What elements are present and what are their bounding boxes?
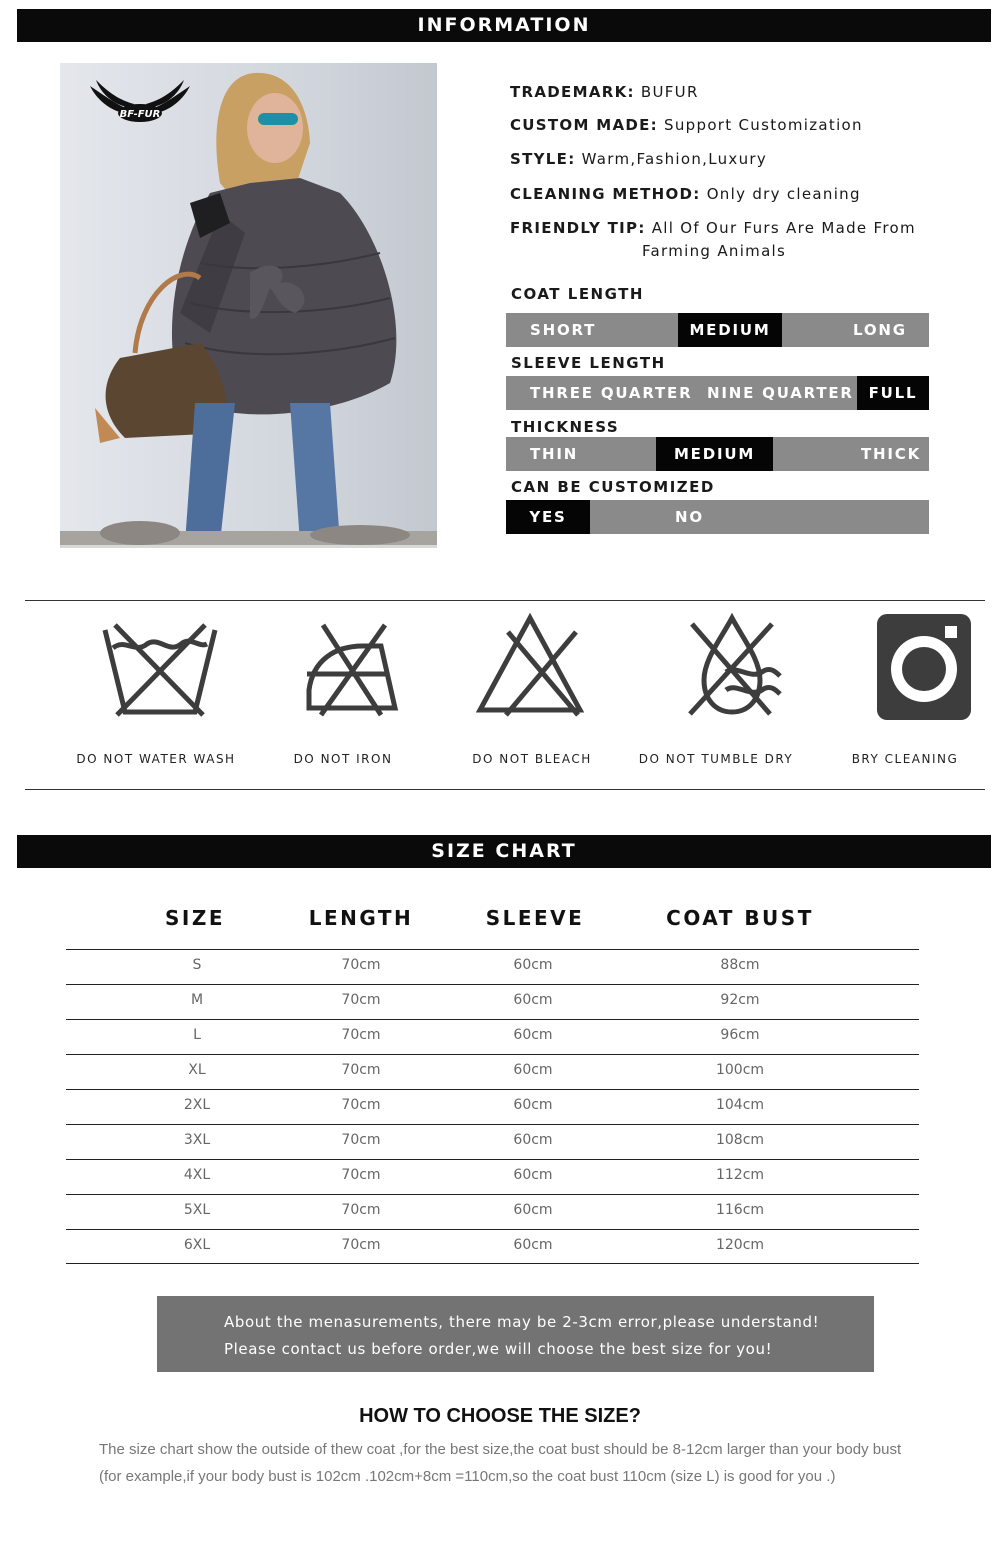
table-row-divider xyxy=(66,1159,919,1160)
info-cleaning-method: CLEANING METHOD: Only dry cleaning xyxy=(510,185,861,203)
table-cell: 70cm xyxy=(341,1167,381,1183)
table-cell: 60cm xyxy=(513,1167,553,1183)
dry-cleaning-icon xyxy=(835,610,975,720)
thickness-option-medium[interactable]: MEDIUM xyxy=(656,437,773,471)
thickness-selector xyxy=(506,437,929,471)
coat-length-label: COAT LENGTH xyxy=(511,285,644,303)
table-row-divider xyxy=(66,1089,919,1090)
table-cell: 60cm xyxy=(513,1027,553,1043)
table-row-divider xyxy=(66,1263,919,1264)
coat-length-option-medium[interactable]: MEDIUM xyxy=(678,313,782,347)
no-tumble-dry-icon xyxy=(650,610,790,720)
coat-length-option-long[interactable]: LONG xyxy=(853,321,907,339)
care-label-no-tumble-dry: DO NOT TUMBLE DRY xyxy=(638,752,794,766)
table-row-divider xyxy=(66,1229,919,1230)
table-cell: 60cm xyxy=(513,1097,553,1113)
measurement-note xyxy=(157,1296,874,1372)
table-cell: 92cm xyxy=(720,992,760,1008)
care-label-no-water-wash: DO NOT WATER WASH xyxy=(76,752,236,766)
table-cell: 60cm xyxy=(513,1202,553,1218)
customized-option-no[interactable]: NO xyxy=(675,508,704,526)
product-photo xyxy=(60,63,437,548)
how-to-choose-title: HOW TO CHOOSE THE SIZE? xyxy=(359,1405,641,1427)
table-cell: 60cm xyxy=(513,1132,553,1148)
table-cell: 104cm xyxy=(715,1097,765,1113)
information-banner: INFORMATION xyxy=(17,9,991,42)
care-label-no-iron: DO NOT IRON xyxy=(293,752,393,766)
table-cell: 3XL xyxy=(183,1132,211,1148)
thickness-label: THICKNESS xyxy=(511,418,620,436)
sleeve-length-selector xyxy=(506,376,929,410)
sleeve-length-option-nine-quarter[interactable]: NINE QUARTER xyxy=(707,384,854,402)
table-cell: 116cm xyxy=(715,1202,765,1218)
info-trademark: TRADEMARK: BUFUR xyxy=(510,83,699,101)
table-row-divider xyxy=(66,1194,919,1195)
care-item-no-bleach xyxy=(440,610,620,720)
no-water-wash-icon xyxy=(85,610,225,720)
table-cell: 60cm xyxy=(513,992,553,1008)
table-cell: 60cm xyxy=(513,957,553,973)
table-cell: 112cm xyxy=(715,1167,765,1183)
table-cell: 108cm xyxy=(715,1132,765,1148)
coat-length-option-short[interactable]: SHORT xyxy=(530,321,597,339)
info-friendly-tip: FRIENDLY TIP: All Of Our Furs Are Made From Farming Animals xyxy=(510,219,916,260)
col-header-size: SIZE xyxy=(164,906,225,930)
table-cell: 5XL xyxy=(183,1202,211,1218)
table-row-divider xyxy=(66,1124,919,1125)
thickness-option-thin[interactable]: THIN xyxy=(530,445,579,463)
care-label-no-bleach: DO NOT BLEACH xyxy=(472,752,592,766)
coat-length-selector xyxy=(506,313,929,347)
table-cell: 100cm xyxy=(715,1062,765,1078)
table-cell: 70cm xyxy=(341,957,381,973)
table-cell: 70cm xyxy=(341,1202,381,1218)
svg-text:BF-FUR: BF-FUR xyxy=(119,109,161,120)
table-cell: 6XL xyxy=(183,1237,211,1253)
how-to-choose-text: The size chart show the outside of thew coat ,for the best size,the coat bust should be 8-12cm larger than your body bust (for example,if your body bust is 102cm .102cm+8cm =110cm,so the coat bust 110cm (size L) is good for you .) xyxy=(99,1441,902,1485)
no-iron-icon xyxy=(273,610,413,720)
care-top-divider xyxy=(25,600,985,601)
care-bottom-divider xyxy=(25,789,985,790)
care-item-dry-cleaning xyxy=(815,610,995,720)
table-cell: 2XL xyxy=(183,1097,211,1113)
table-cell: 70cm xyxy=(341,1132,381,1148)
table-cell: 70cm xyxy=(341,1097,381,1113)
size-chart-banner: SIZE CHART xyxy=(17,835,991,868)
table-cell: 70cm xyxy=(341,1062,381,1078)
col-header-sleeve: SLEEVE xyxy=(485,906,585,930)
table-cell: 88cm xyxy=(720,957,760,973)
note-line-1: About the menasurements, there may be 2-3cm error,please understand! xyxy=(224,1313,820,1331)
care-label-dry-cleaning: BRY CLEANING xyxy=(851,752,959,766)
col-header-length: LENGTH xyxy=(308,906,414,930)
info-style: STYLE: Warm,Fashion,Luxury xyxy=(510,150,768,168)
note-line-2: Please contact us before order,we will choose the best size for you! xyxy=(224,1340,773,1358)
care-item-no-iron xyxy=(253,610,433,720)
table-row-divider xyxy=(66,1019,919,1020)
brand-logo xyxy=(88,78,192,130)
table-cell: L xyxy=(193,1027,201,1043)
sleeve-length-option-three-quarter[interactable]: THREE QUARTER xyxy=(530,384,693,402)
table-cell: M xyxy=(190,992,204,1008)
sleeve-length-option-full[interactable]: FULL xyxy=(857,376,929,410)
thickness-option-thick[interactable]: THICK xyxy=(861,445,921,463)
table-row-divider xyxy=(66,1054,919,1055)
care-item-no-water-wash xyxy=(65,610,245,720)
table-cell: 70cm xyxy=(341,1027,381,1043)
no-bleach-icon xyxy=(460,610,600,720)
customized-selector xyxy=(506,500,929,534)
table-row-divider xyxy=(66,984,919,985)
col-header-coat-bust: COAT BUST xyxy=(666,906,814,930)
care-item-no-tumble-dry xyxy=(630,610,810,720)
sleeve-length-label: SLEEVE LENGTH xyxy=(511,354,666,372)
table-cell: 60cm xyxy=(513,1062,553,1078)
table-cell: 60cm xyxy=(513,1237,553,1253)
table-cell: S xyxy=(192,957,202,973)
info-custom-made: CUSTOM MADE: Support Customization xyxy=(510,116,863,134)
customized-option-yes[interactable]: YES xyxy=(506,500,590,534)
table-cell: 120cm xyxy=(715,1237,765,1253)
customized-label: CAN BE CUSTOMIZED xyxy=(511,478,715,496)
table-cell: 96cm xyxy=(720,1027,760,1043)
table-cell: XL xyxy=(188,1062,206,1078)
table-row-divider xyxy=(66,949,919,950)
table-cell: 70cm xyxy=(341,992,381,1008)
table-cell: 70cm xyxy=(341,1237,381,1253)
table-cell: 4XL xyxy=(183,1167,211,1183)
